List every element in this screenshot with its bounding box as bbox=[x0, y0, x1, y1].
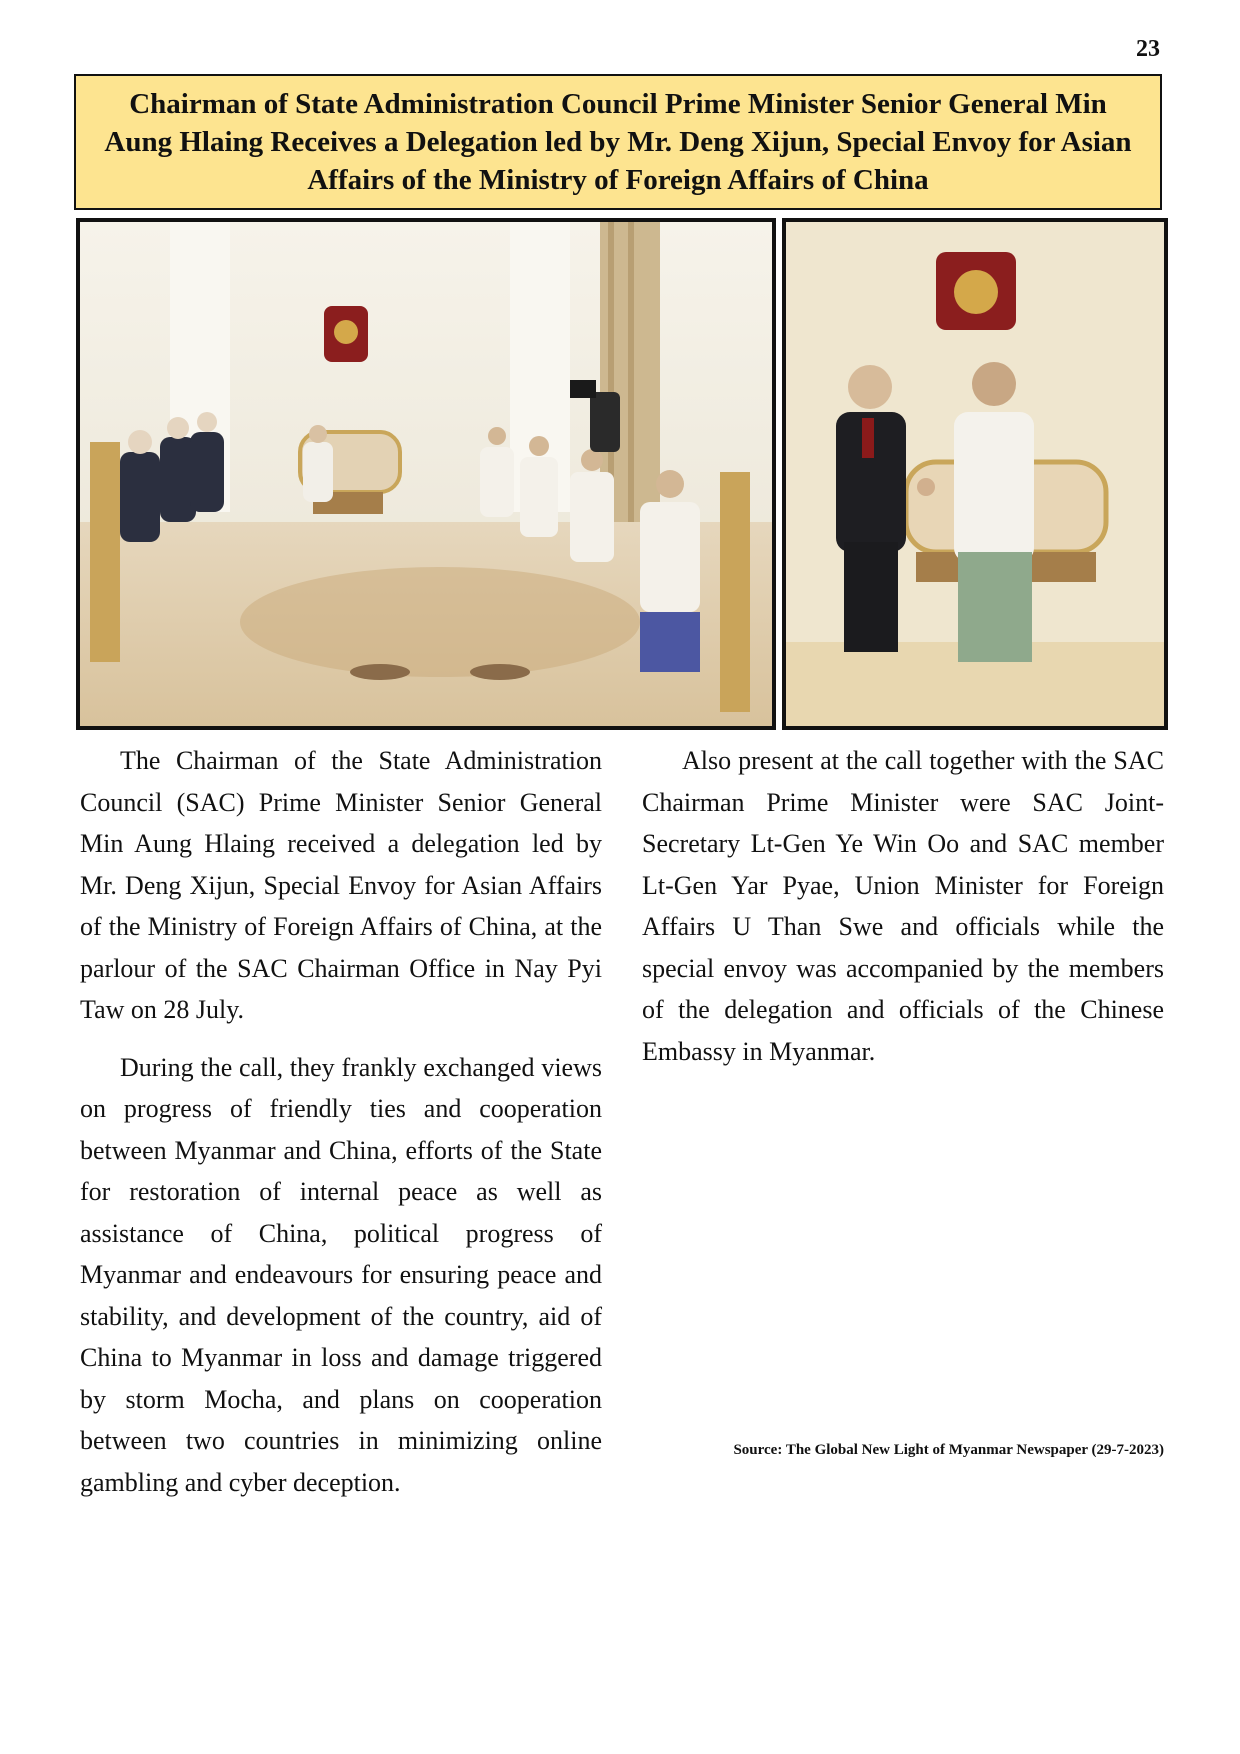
handshake-photo bbox=[782, 218, 1168, 730]
paragraph: During the call, they frankly exchanged views on progress of friendly ties and cooperation between Myanmar and China, efforts of the State for restoration of internal peace as well as assistance of China, political progress of Myanmar and endeavours for ensuring peace and stability, and development of the country, aid of China to Myanmar in loss and damage triggered by storm Mocha, and plans on cooperation between two countries in minimizing online gambling and cyber deception. bbox=[80, 1052, 602, 1497]
page-number: 23 bbox=[1136, 36, 1160, 62]
title-box bbox=[74, 74, 1162, 210]
right-column bbox=[642, 740, 1164, 1088]
left-column bbox=[80, 740, 602, 1519]
source-citation: Source: The Global New Light of Myanmar Newspaper (29-7-2023) bbox=[733, 1442, 1164, 1458]
article-title: Chairman of State Administration Council Prime Minister Senior General Min Aung Hlaing Receives a Delegation led by Mr. Deng Xijun, Special Envoy for Asian Affairs of the Ministry of Foreign Affairs of China bbox=[104, 88, 1132, 196]
meeting-room-photo bbox=[76, 218, 776, 730]
paragraph: The Chairman of the State Administration Council (SAC) Prime Minister Senior General Min Aung Hlaing received a delegation led by Mr. Deng Xijun, Special Envoy for Asian Affairs of the Ministry of Foreign Affairs of China, at the parlour of the SAC Chairman Office in Nay Pyi Taw on 28 July. bbox=[80, 746, 602, 1024]
paragraph: Also present at the call together with the SAC Chairman Prime Minister were SAC Joint-Secretary Lt-Gen Ye Win Oo and SAC member Lt-Gen Yar Pyae, Union Minister for Foreign Affairs U Than Swe and officials while the special envoy was accompanied by the members of the delegation and officials of the Chinese Embassy in Myanmar. bbox=[642, 746, 1164, 1066]
